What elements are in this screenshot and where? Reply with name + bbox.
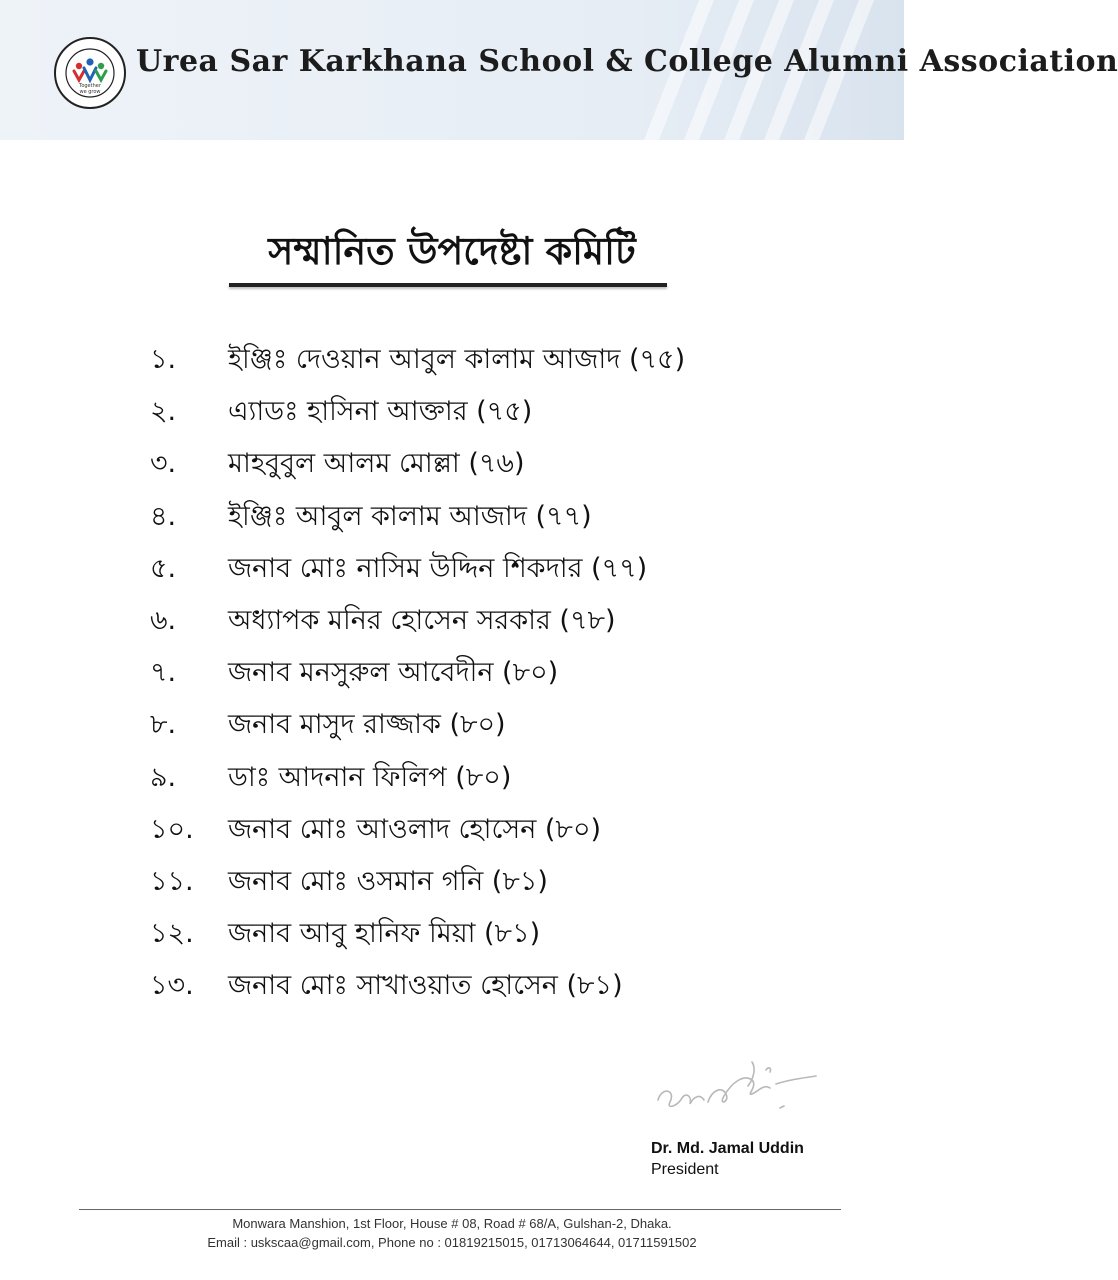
list-item-number: ৮. bbox=[150, 709, 177, 741]
list-item bbox=[150, 440, 790, 492]
list-item-number: ৫. bbox=[150, 552, 177, 584]
list-item-name: অধ্যাপক মনির হোসেন সরকার (৭৮) bbox=[228, 604, 616, 636]
list-item-name: ডাঃ আদনান ফিলিপ (৮০) bbox=[228, 761, 512, 793]
list-item-number: ৪. bbox=[150, 500, 177, 532]
letterhead-banner bbox=[0, 0, 1118, 140]
list-item-name: জনাব মনসুরুল আবেদীন (৮০) bbox=[228, 657, 559, 689]
list-item-number: ১. bbox=[150, 344, 177, 375]
list-item-name: জনাব মোঃ ওসমান গনি (৮১) bbox=[228, 865, 548, 897]
svg-text:we grow: we grow bbox=[79, 89, 101, 95]
list-item-number: ৬. bbox=[150, 604, 177, 636]
list-item-name: এ্যাডঃ হাসিনা আক্তার (৭৫) bbox=[228, 396, 533, 428]
list-item bbox=[150, 336, 790, 388]
list-item bbox=[150, 493, 790, 545]
president-title: President bbox=[651, 1161, 719, 1178]
footer-address: Monwara Manshion, 1st Floor, House # 08, Road # 68/A, Gulshan-2, Dhaka. bbox=[232, 1216, 672, 1231]
list-item-name: জনাব মোঃ নাসিম উদ্দিন শিকদার (৭৭) bbox=[228, 552, 648, 584]
list-item bbox=[150, 910, 790, 962]
list-item-number: ১৩. bbox=[150, 970, 194, 1002]
list-item-number: ১০. bbox=[150, 813, 194, 845]
list-item-name: জনাব মোঃ আওলাদ হোসেন (৮০) bbox=[228, 813, 602, 845]
footer-contact: Email : uskscaa@gmail.com, Phone no : 01819215015, 01713064644, 01711591502 bbox=[207, 1235, 697, 1250]
list-item-name: জনাব মাসুদ রাজ্জাক (৮০) bbox=[228, 709, 506, 741]
list-item-name: ইঞ্জিঃ আবুল কালাম আজাদ (৭৭) bbox=[228, 500, 592, 532]
president-signature bbox=[648, 1056, 824, 1122]
advisory-committee-list bbox=[150, 336, 790, 1014]
list-item-number: ১১. bbox=[150, 865, 194, 897]
list-item bbox=[150, 962, 790, 1014]
organization-name: Urea Sar Karkhana School & College Alumni Association bbox=[136, 44, 1118, 79]
svg-text:Together: Together bbox=[79, 83, 101, 89]
list-item bbox=[150, 754, 790, 806]
list-item-number: ৭. bbox=[150, 657, 177, 689]
list-item bbox=[150, 806, 790, 858]
list-item-number: ৩. bbox=[150, 448, 177, 480]
committee-title: সম্মানিত উপদেষ্টা কমিটি bbox=[268, 229, 636, 273]
list-item-name: ইঞ্জিঃ দেওয়ান আবুল কালাম আজাদ (৭৫) bbox=[228, 344, 686, 375]
list-item bbox=[150, 858, 790, 910]
list-item-number: ২. bbox=[150, 396, 177, 428]
list-item bbox=[150, 597, 790, 649]
list-item-name: জনাব মোঃ সাখাওয়াত হোসেন (৮১) bbox=[228, 970, 623, 1002]
list-item bbox=[150, 545, 790, 597]
list-item-name: মাহবুবুল আলম মোল্লা (৭৬) bbox=[228, 448, 525, 480]
list-item-number: ১২. bbox=[150, 918, 194, 950]
president-name: Dr. Md. Jamal Uddin bbox=[651, 1140, 804, 1157]
list-item bbox=[150, 701, 790, 753]
list-item bbox=[150, 388, 790, 440]
title-underline bbox=[229, 283, 667, 287]
list-item-name: জনাব আবু হানিফ মিয়া (৮১) bbox=[228, 918, 541, 950]
association-logo bbox=[53, 36, 127, 110]
list-item bbox=[150, 649, 790, 701]
list-item-number: ৯. bbox=[150, 761, 177, 793]
footer-divider bbox=[79, 1209, 841, 1210]
